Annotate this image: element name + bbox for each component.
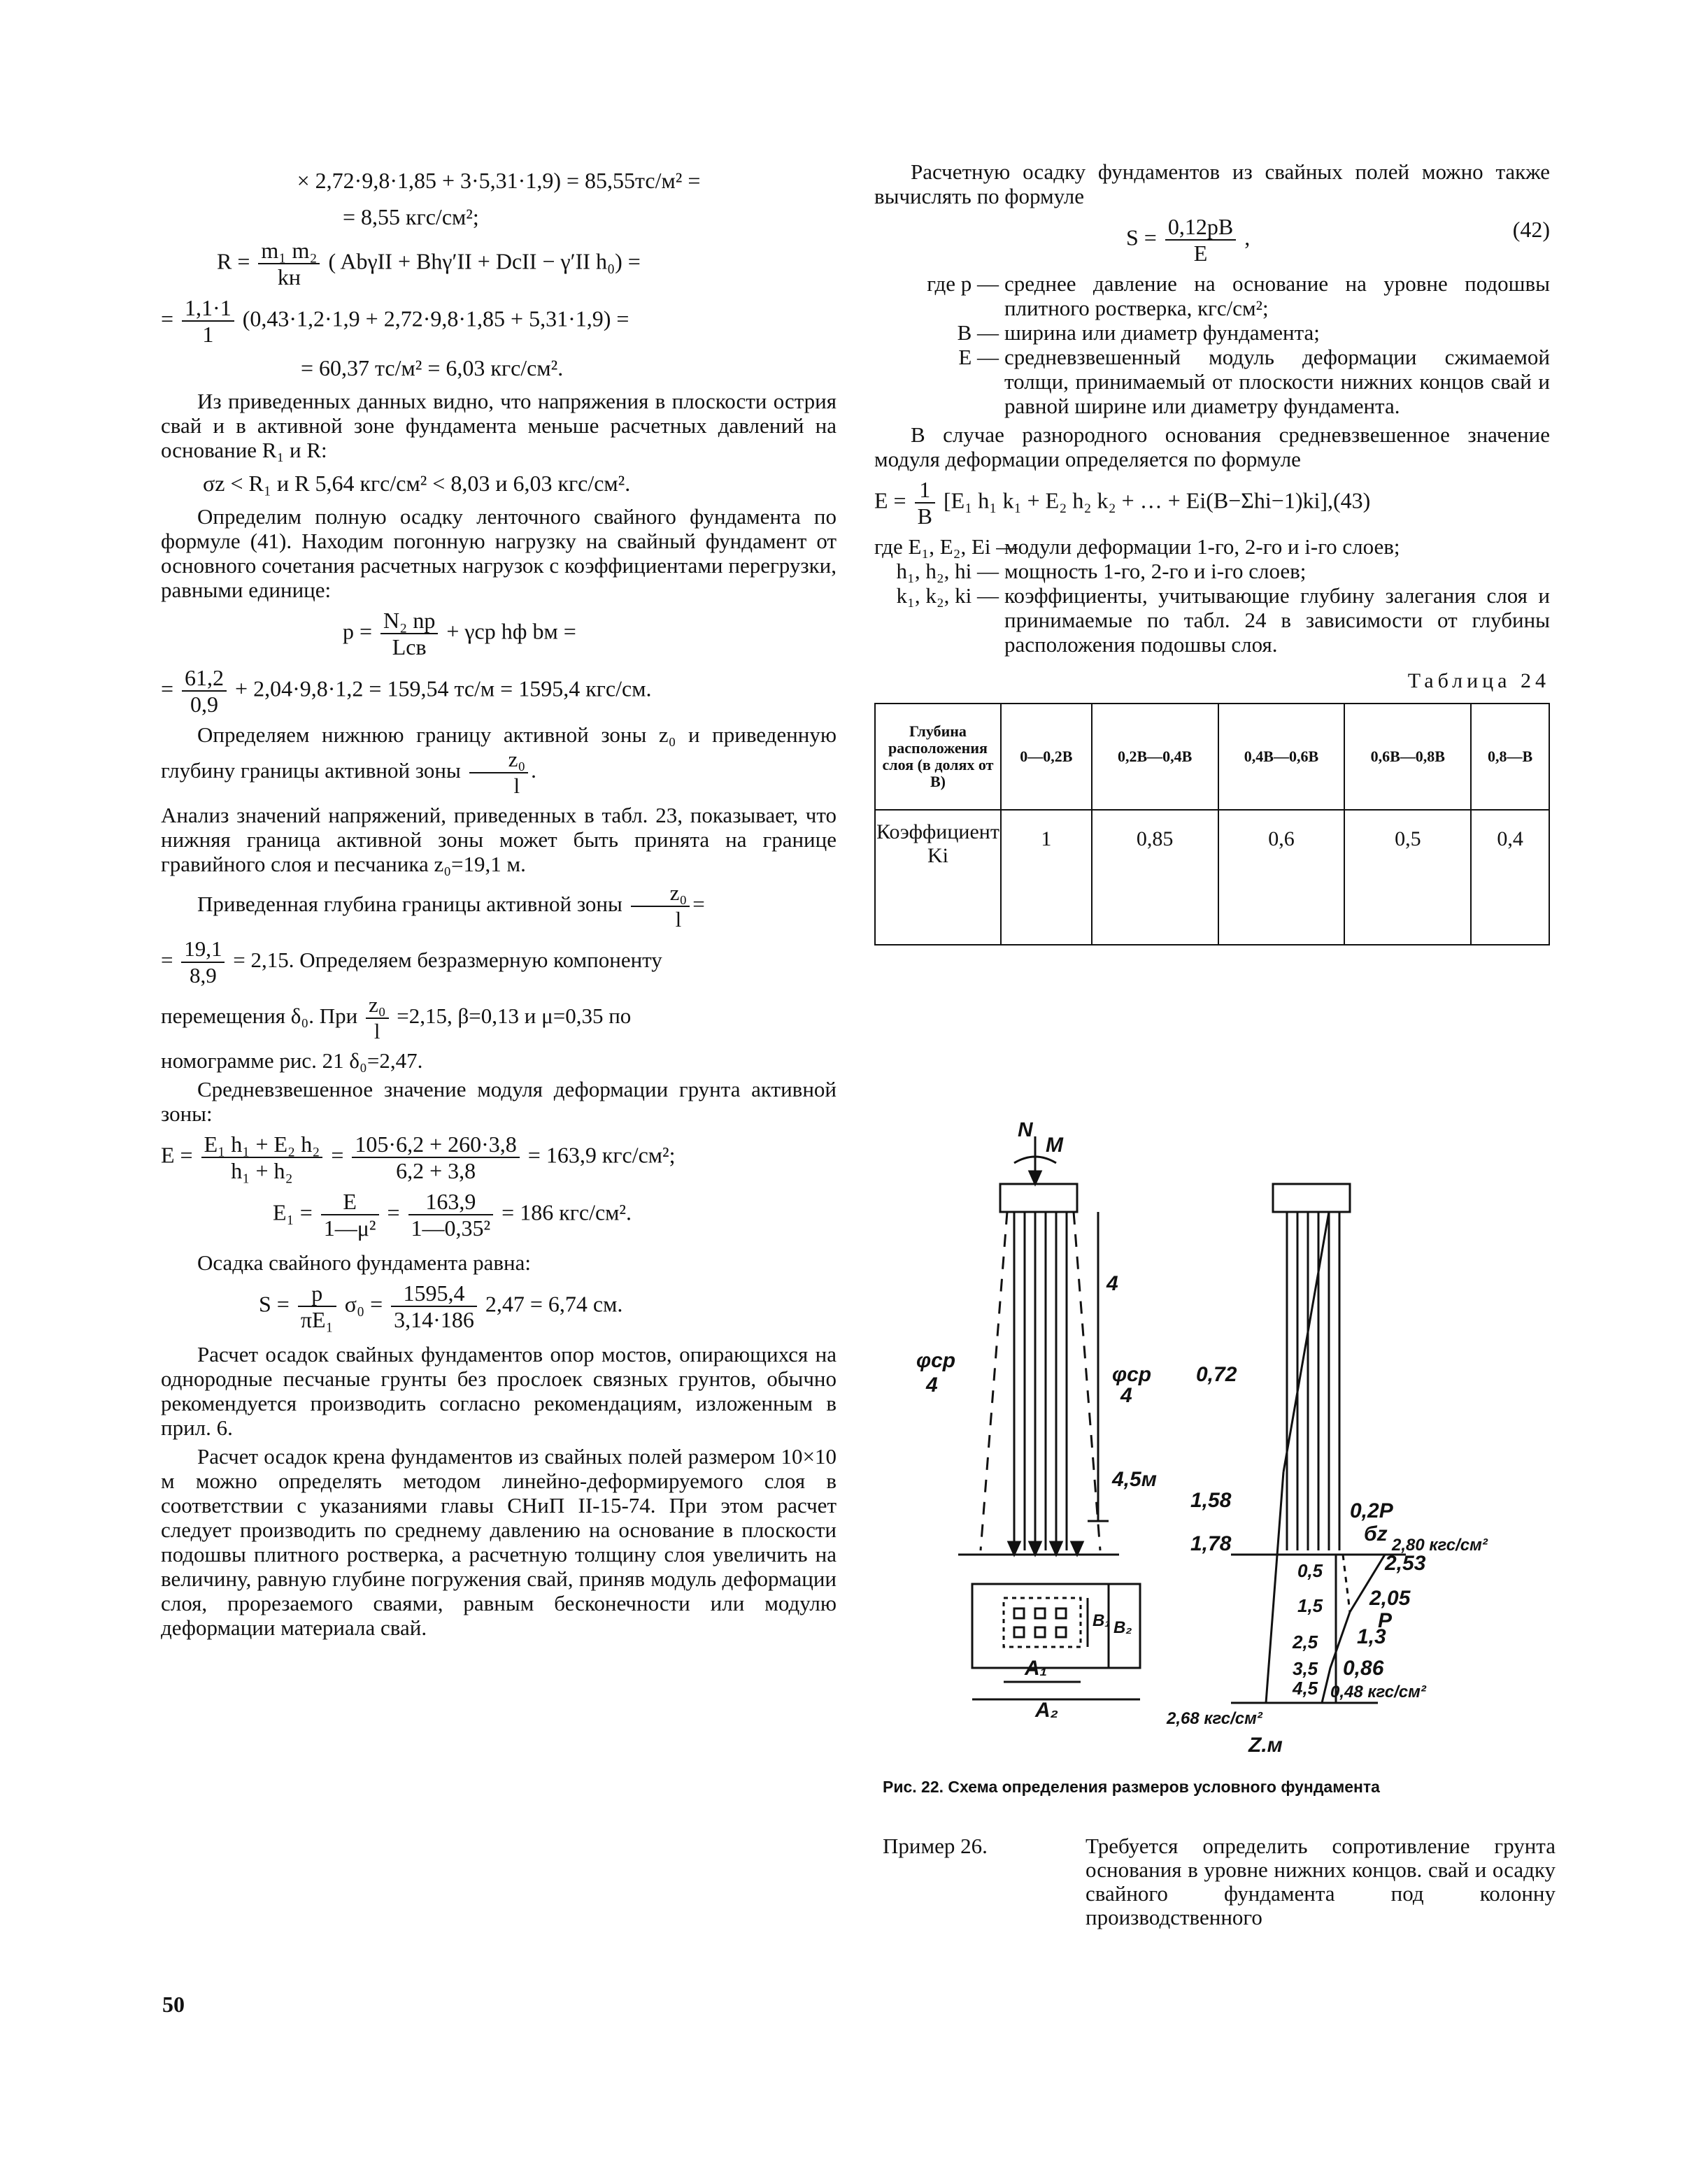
definition-text: ширина или диаметр фундамента; [1004, 320, 1320, 345]
table-header-cell: 0—0,2B [1001, 704, 1092, 810]
definition-symbol: где p — [927, 271, 999, 296]
label-z35: 3,5 [1293, 1658, 1318, 1679]
equation: = 60,37 тс/м² = 6,03 кгс/см². [301, 355, 564, 380]
paragraph: Анализ значений напряжений, приведенных в табл. 23, показывает, что нижняя граница активной зоны может быть принята на границе гравийного слоя и песчаника z₀=19,1 м. [161, 803, 837, 876]
table-row [875, 810, 1549, 945]
paragraph: Определим полную осадку ленточного свайного фундамента по формуле (41). Находим погонную нагрузку на свайный фундамент от основного сочетания расчетных нагрузок с коэффициентами перегрузки, равными единице: [161, 504, 837, 602]
paragraph: Расчетную осадку фундаментов из свайных полей можно также вычислять по формуле [874, 159, 1550, 208]
example-label: Пример 26. [883, 1834, 988, 1858]
equation: = $\frac{1,1\cdot 1}{1}$ (0,43·1,2·1,9 + 2,72·9,8·1,85 + 5,31·1,9) = [161, 295, 629, 347]
label-zm: Z,м [1248, 1734, 1283, 1752]
equation-42: S = $\frac{0,12pB}{E}$ , (42) [1126, 214, 1550, 266]
paragraph: Осадка свайного фундамента равна: [197, 1250, 531, 1275]
equation: × 2,72·9,8·1,85 + 3·5,31·1,9) = 85,55тс/м² = [297, 168, 701, 193]
table-title: Таблица 24 [1407, 669, 1550, 692]
right-column [874, 159, 1550, 945]
definition-item [874, 271, 1550, 320]
table-header-cell: 0,4B—0,6B [1218, 704, 1345, 810]
table-cell: 1 [1001, 810, 1092, 945]
table-24 [874, 703, 1550, 945]
label-205: 2,05 [1369, 1587, 1411, 1610]
label-sigz: бz [1364, 1522, 1388, 1546]
label-072: 0,72 [1196, 1363, 1237, 1386]
inequality: σz < R₁ и R 5,64 кгс/см² < 8,03 и 6,03 кгс/см². [203, 471, 631, 496]
paragraph: Определяем нижнюю границу активной зоны z₀ и приведенную глубину границы активной зоны $\frac{\text{z₀}}{l}$ . [161, 722, 837, 798]
label-N: N [1018, 1122, 1033, 1141]
equation-43: E = $\frac{1}{B}$ [E₁ h₁ k₁ + E₂ h₂ k₂ + … + Ei(B−Σhi−1)ki],(43) [874, 477, 1371, 529]
label-b2: B₂ [1113, 1618, 1132, 1637]
definition-item [874, 534, 1550, 559]
definition-symbol: E — [958, 345, 999, 369]
label-four: 4 [926, 1373, 938, 1397]
paragraph: перемещения δ₀. При $\frac{\text{z₀}}{l}$ =2,15, β=0,13 и μ=0,35 по [161, 992, 632, 1043]
page-number: 50 [162, 1992, 185, 2017]
left-column [161, 159, 837, 1644]
label-a2: A₂ [1035, 1699, 1059, 1722]
label-178: 1,78 [1190, 1532, 1232, 1555]
label-z25: 2,5 [1293, 1632, 1318, 1653]
paragraph: Из приведенных данных видно, что напряжения в плоскости острия свай и в активной зоне фундамента меньше расчетных давлений на основание R₁ и R: [161, 389, 837, 462]
definition-text: средневзвешенный модуль деформации сжимаемой толщи, принимаемый от плоскости нижних концов свай и равной ширине или диаметру фундамента. [1004, 345, 1550, 418]
label-p: P [1378, 1609, 1393, 1632]
definition-text: мощность 1-го, 2-го и i-го слоев; [1004, 559, 1307, 583]
label-b1: B₁ [1093, 1611, 1111, 1630]
figure-caption: Рис. 22. Схема определения размеров условного фундамента [883, 1778, 1380, 1796]
paragraph: Средневзвешенное значение модуля деформации грунта активной зоны: [161, 1077, 837, 1126]
definition-symbol: h₁, h₂, hi — [896, 559, 999, 583]
definition-item [874, 345, 1550, 418]
table-cell: Коэффициент Ki [875, 810, 1001, 945]
label-four2: 4 [1120, 1384, 1132, 1407]
table-cell: 0,5 [1344, 810, 1471, 945]
equation-E1: E₁ = $\frac{E}{\text{1—μ²}}$ = $\frac{163,9}{\text{1—0,35²}}$ = 186 кгс/см². [273, 1189, 632, 1241]
definitions-list [874, 534, 1550, 657]
table-header-cell: Глубина расположения слоя (в долях от B) [875, 704, 1001, 810]
label-048: 0,48 кгс/см² [1330, 1683, 1426, 1701]
label-086: 0,86 [1343, 1657, 1384, 1680]
definition-symbol: k₁, k₂, ki — [896, 583, 999, 608]
table-cell: 0,85 [1092, 810, 1218, 945]
label-M: M [1046, 1134, 1063, 1157]
definition-symbol: B — [957, 320, 999, 345]
paragraph: = $\frac{19,1}{8,9}$ = 2,15. Определяем безразмерную компоненту [161, 936, 662, 987]
paragraph: Приведенная глубина границы активной зоны $\frac{\text{z₀}}{l}$ = [197, 880, 705, 932]
example-text: Требуется определить сопротивление грунта основания в уровне нижних концов. свай и осадку свайного фундамента под колонну производственного [1086, 1834, 1556, 1929]
paragraph: Расчет осадок крена фундаментов из свайных полей размером 10×10 м можно определять методом линейно-деформируемого слоя в соответствии с указаниями главы СНиП II-15-74. При этом расчет следует производить по среднему давлению на основание в плоскости подошвы плитного ростверка, а расчетную толщину слоя увеличить на величину, равную глубине погружения свай, приняв модуль деформации слоя, прорезаемого сваями, равным бесконечности или модулю деформации материала свай. [161, 1444, 837, 1640]
label-a1: A₁ [1025, 1657, 1048, 1680]
definition-item [874, 583, 1550, 657]
example-26 [883, 1834, 1558, 1929]
table-header-cell: 0,2B—0,4B [1092, 704, 1218, 810]
definition-text: среднее давление на основание на уровне подошвы плитного ростверка, кгс/см²; [1004, 271, 1550, 320]
definition-item [874, 559, 1550, 583]
definitions-list [874, 271, 1550, 418]
definition-item [874, 320, 1550, 345]
definition-text: модули деформации 1-го, 2-го и i-го слоев; [1004, 534, 1400, 559]
label-13: 1,3 [1357, 1625, 1386, 1648]
label-253: 2,53 [1385, 1552, 1426, 1575]
foundation-scheme-drawing [902, 1122, 1518, 1752]
equation-p: p = $\frac{\text{N₂ nр}}{\text{Lсв}}$ + γср hф bм = [343, 608, 576, 659]
label-z05: 0,5 [1297, 1560, 1323, 1581]
paragraph: В случае разнородного основания средневзвешенное значение модуля деформации определяется по формуле [874, 422, 1550, 471]
equation-r: R = $\frac{\text{m₁ m₂}}{kн}$ ( AbγII + BhγʹII + DcII − γʹII h₀) = [217, 238, 641, 290]
paragraph: Расчет осадок свайных фундаментов опор мостов, опирающихся на однородные песчаные грунты без прослоек связных грунтов, обычно рекомендуется производить согласно рекомендациям, изложенным в прил. 6. [161, 1342, 837, 1440]
table-header-cell: 0,6B—0,8B [1344, 704, 1471, 810]
label-02p: 0,2P [1350, 1499, 1393, 1522]
label-z45: 4,5 [1293, 1678, 1318, 1699]
figure-22 [902, 1122, 1518, 1755]
table-cell: 0,6 [1218, 810, 1345, 945]
equation: = $\frac{61,2}{0,9}$ + 2,04·9,8·1,2 = 159,54 тс/м = 1595,4 кгс/см. [161, 665, 652, 717]
definition-symbol: где E₁, E₂, Ei — [874, 534, 1018, 559]
label-dim: 4,5м [1112, 1468, 1157, 1491]
equation: = 8,55 кгс/см²; [343, 204, 479, 229]
table-cell: 0,4 [1471, 810, 1549, 945]
definition-text: коэффициенты, учитывающие глубину залегания слоя и принимаемые по табл. 24 в зависимости от глубины расположения подошвы слоя. [1004, 583, 1550, 657]
label-280: 2,80 кгс/см² [1392, 1536, 1488, 1555]
equation-S: S = $\frac{p}{\text{πE₁}}$ σ₀ = $\frac{1595,4}{3,14\cdot 186}$ 2,47 = 6,74 см. [259, 1280, 623, 1332]
label-four-top: 4 [1106, 1272, 1118, 1295]
label-phi: φср [916, 1349, 956, 1372]
equation-E: E = $\frac{\text{E₁ h₁ + E₂ h₂}}{\text{h₁ + h₂}}$ = $\frac{105\cdot 6,2 + 260\cdot 3,8}{6,2 + 3,8}$ = 163,9 кгс/см²; [161, 1132, 676, 1183]
paragraph: номограмме рис. 21 δ₀=2,47. [161, 1048, 423, 1073]
label-268: 2,68 кгс/см² [1167, 1709, 1262, 1728]
label-z15: 1,5 [1297, 1595, 1323, 1616]
table-header-cell: 0,8—B [1471, 704, 1549, 810]
label-phi2: φср [1112, 1363, 1152, 1386]
label-158: 1,58 [1190, 1489, 1232, 1512]
table-header-row [875, 704, 1549, 810]
equation-number: (42) [1512, 217, 1550, 242]
